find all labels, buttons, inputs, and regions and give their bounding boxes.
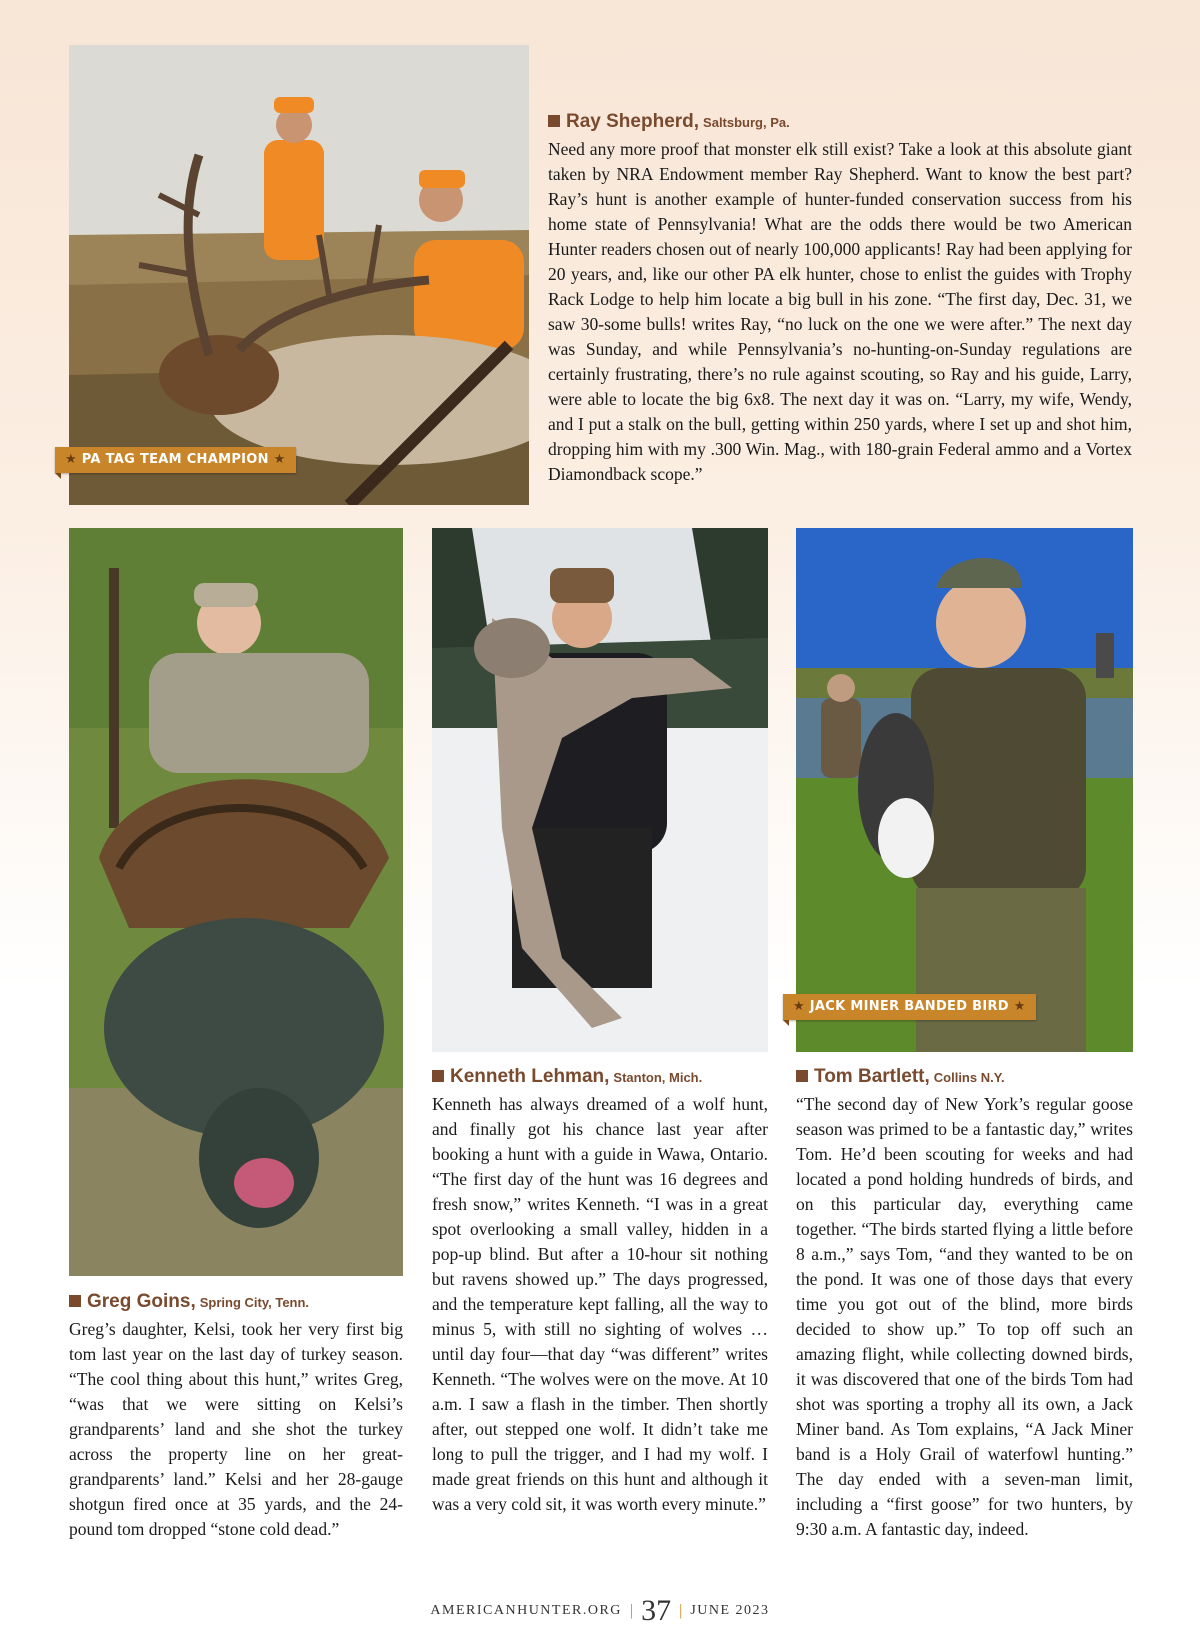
hunter-name: Kenneth Lehman, <box>450 1066 610 1087</box>
badge-label: PA TAG TEAM CHAMPION <box>81 452 269 467</box>
hunter-location: Stanton, Mich. <box>613 1070 703 1085</box>
entry-ray-shepherd <box>548 110 1132 487</box>
square-bullet-icon <box>69 1295 81 1307</box>
square-bullet-icon <box>432 1070 444 1082</box>
footer-website: AMERICANHUNTER.ORG <box>430 1603 622 1618</box>
entry-kenneth-lehman <box>432 1065 768 1517</box>
goose-hunt-photo <box>796 528 1133 1052</box>
square-bullet-icon <box>548 115 560 127</box>
entry-greg-goins <box>69 1290 403 1542</box>
star-icon: ★ <box>1013 999 1026 1014</box>
star-icon: ★ <box>273 452 286 467</box>
hunter-location: Saltsburg, Pa. <box>703 115 790 130</box>
square-bullet-icon <box>796 1070 808 1082</box>
footer-divider: | <box>679 1602 683 1619</box>
entry-body: Greg’s daughter, Kelsi, took her very first big tom last year on the last day of turkey season. “The cool thing about this hunt,” writes Greg, “was that we were sitting on Kelsi’s grandparents’ land and she shot the turkey across the property line on her great-grandparents’ land.” Kelsi and her 28-gauge shotgun fired once at 35 yards, and the 24-pound tom dropped “stone cold dead.” <box>69 1319 403 1539</box>
entry-body: Kenneth has always dreamed of a wolf hunt, and finally got his chance last year after booking a hunt with a guide in Wawa, Ontario. “The first day of the hunt was 16 degrees and fresh snow,” writes Kenneth. “I was in a great spot overlooking a small valley, hidden in a pop-up blind. But after a 10-hour sit nothing but ravens showed up.” The days progressed, and the temperature kept falling, all the way to minus 5, with still no sighting of wolves … until day four—that day “was different” writes Kenneth. “The wolves were on the move. At 10 a.m. I saw a flash in the timber. Then shortly after, out stepped one wolf. It didn’t take me long to pull the trigger, and I had my wolf. I made great friends on this hunt and although it was a very cold sit, it was worth every minute.” <box>432 1094 768 1514</box>
hunter-name: Greg Goins, <box>87 1291 196 1312</box>
entry-body: “The second day of New York’s regular goose season was primed to be a fantastic day,” writes Tom. He’d been scouting for weeks and had located a pond holding hundreds of birds, and on this particular day, everything came together. “The birds started flying a little before 8 a.m.,” says Tom, “and they wanted to be on the pond. It was one of those days that every time you got out of the blind, more birds decided to show up.” To top off such an amazing flight, while collecting downed birds, it was discovered that one of the birds Tom had shot was sporting a trophy all its own, a Jack Miner band. As Tom explains, “A Jack Miner band is a Holy Grail of waterfowl hunting.” The day ended with a seven-man limit, including a “first goose” for two hunters, by 9:30 a.m. A fantastic day, indeed. <box>796 1094 1133 1539</box>
hunter-location: Spring City, Tenn. <box>199 1295 310 1310</box>
pa-tag-team-champion-badge <box>55 447 296 473</box>
hunter-name: Tom Bartlett, <box>814 1066 930 1087</box>
jack-miner-banded-bird-badge <box>783 994 1036 1020</box>
entry-body: Need any more proof that monster elk still exist? Take a look at this absolute giant taken by NRA Endowment member Ray Shepherd. Want to know the best part? Ray’s hunt is another example of hunter-funded conservation success from his home state of Pennsylvania! What are the odds there would be two American Hunter readers chosen out of nearly 100,000 applicants! Ray had been applying for 20 years, and, like our other PA elk hunter, chose to enlist the guides with Trophy Rack Lodge to help him locate a big bull in his zone. “The first day, Dec. 31, we saw 30-some bulls! writes Ray, “no luck on the one we were after.” The next day was Sunday, and while Pennsylvania’s no-hunting-on-Sunday regulations are certainly frustrating, there’s no rule against scouting, so Ray and his guide, Larry, were able to locate the big 6x8. The next day it was on. “Larry, my wife, Wendy, and I put a stalk on the bull, getting within 250 yards, where I set up and shot him, dropping him with my .300 Win. Mag., with 180-grain Federal ammo and a Vortex Diamondback scope.” <box>548 139 1132 484</box>
footer-divider: | <box>629 1602 634 1619</box>
turkey-hunt-photo <box>69 528 403 1276</box>
hunter-name: Ray Shepherd, <box>566 111 700 132</box>
badge-label: JACK MINER BANDED BIRD <box>809 999 1009 1014</box>
issue-date: JUNE 2023 <box>690 1603 770 1618</box>
entry-heading <box>432 1065 768 1090</box>
elk-hunt-photo <box>69 45 529 505</box>
page-footer <box>0 1594 1200 1628</box>
entry-heading <box>548 110 1132 135</box>
star-icon: ★ <box>65 452 77 467</box>
entry-heading <box>69 1290 403 1315</box>
wolf-hunt-photo <box>432 528 768 1052</box>
entry-heading <box>796 1065 1133 1090</box>
page-number: 37 <box>641 1594 672 1627</box>
hunter-location: Collins N.Y. <box>933 1070 1005 1085</box>
star-icon: ★ <box>793 999 805 1014</box>
entry-tom-bartlett <box>796 1065 1133 1542</box>
